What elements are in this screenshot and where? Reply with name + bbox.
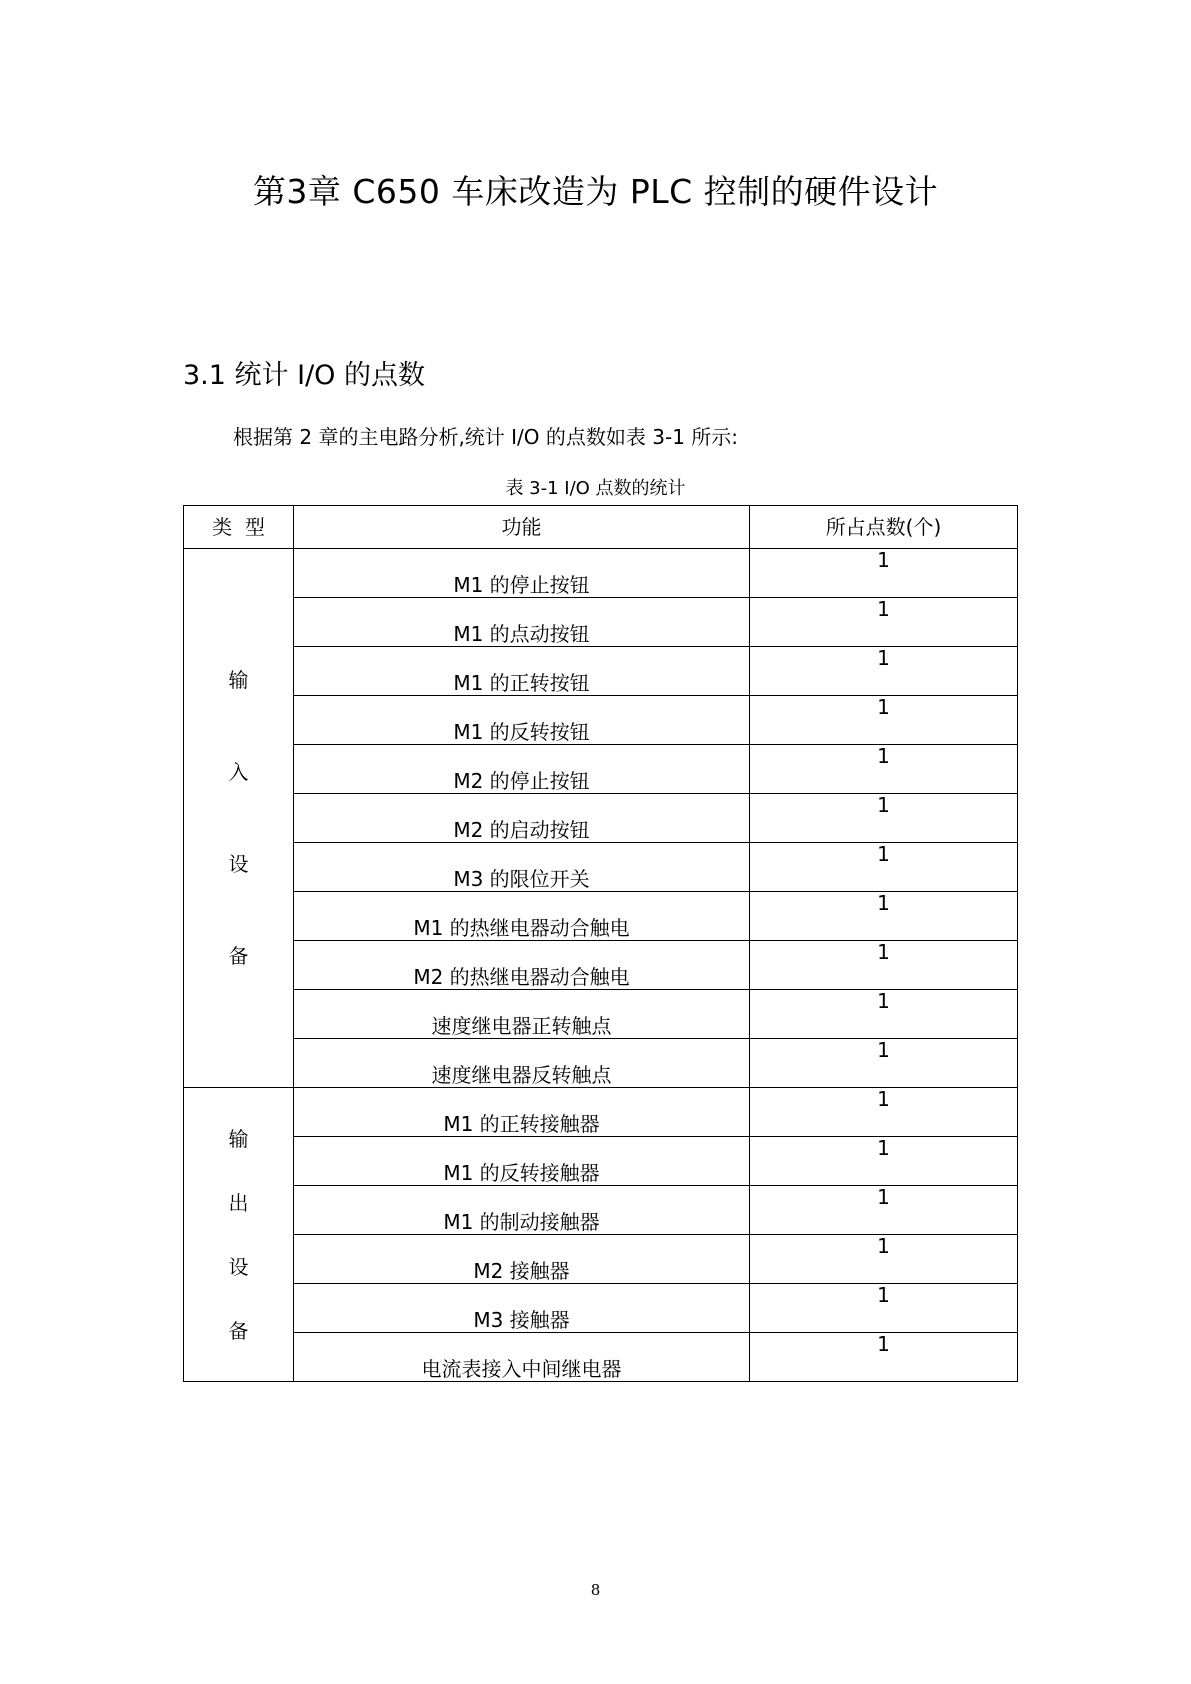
section-heading: 3.1 统计 I/O 的点数 bbox=[183, 360, 425, 391]
function-cell: 速度继电器反转触点 bbox=[294, 1039, 750, 1088]
count-cell: 1 bbox=[750, 794, 1018, 843]
category-label-char: 设 bbox=[228, 852, 249, 876]
table-row bbox=[184, 1088, 1018, 1137]
function-cell: 电流表接入中间继电器 bbox=[294, 1333, 750, 1382]
table-row bbox=[184, 647, 1018, 696]
count-cell: 1 bbox=[750, 990, 1018, 1039]
count-cell: 1 bbox=[750, 598, 1018, 647]
intro-paragraph: 根据第 2 章的主电路分析,统计 I/O 的点数如表 3-1 所示: bbox=[233, 425, 739, 449]
function-cell: M1 的反转按钮 bbox=[294, 696, 750, 745]
function-cell: M1 的制动接触器 bbox=[294, 1186, 750, 1235]
function-cell: M1 的热继电器动合触电 bbox=[294, 892, 750, 941]
table-row bbox=[184, 1186, 1018, 1235]
function-cell: M1 的点动按钮 bbox=[294, 598, 750, 647]
table-row bbox=[184, 1235, 1018, 1284]
count-cell: 1 bbox=[750, 1333, 1018, 1382]
table-row bbox=[184, 990, 1018, 1039]
count-cell: 1 bbox=[750, 647, 1018, 696]
chapter-title: 第3章 C650 车床改造为 PLC 控制的硬件设计 bbox=[252, 172, 939, 211]
table-row bbox=[184, 549, 1018, 598]
table-row bbox=[184, 843, 1018, 892]
category-label-char: 备 bbox=[228, 1318, 249, 1343]
count-cell: 1 bbox=[750, 941, 1018, 990]
function-cell: M1 的正转按钮 bbox=[294, 647, 750, 696]
function-cell: M3 接触器 bbox=[294, 1284, 750, 1333]
table-row bbox=[184, 1333, 1018, 1382]
category-label bbox=[184, 1127, 293, 1343]
header-count: 所占点数(个) bbox=[750, 506, 1018, 549]
table-row bbox=[184, 696, 1018, 745]
function-cell: M2 的热继电器动合触电 bbox=[294, 941, 750, 990]
category-label bbox=[184, 668, 293, 968]
category-cell-output-devices bbox=[184, 1088, 294, 1382]
page-number: 8 bbox=[590, 1581, 601, 1599]
table-caption: 表 3-1 I/O 点数的统计 bbox=[505, 478, 686, 499]
count-cell: 1 bbox=[750, 892, 1018, 941]
table-body bbox=[184, 549, 1018, 1382]
count-cell: 1 bbox=[750, 696, 1018, 745]
table-row bbox=[184, 1284, 1018, 1333]
function-cell: M1 的停止按钮 bbox=[294, 549, 750, 598]
header-function: 功能 bbox=[294, 506, 750, 549]
category-label-char: 出 bbox=[228, 1190, 249, 1215]
table-row bbox=[184, 1039, 1018, 1088]
count-cell: 1 bbox=[750, 1088, 1018, 1137]
category-label-char: 输 bbox=[228, 668, 249, 692]
function-cell: M2 的启动按钮 bbox=[294, 794, 750, 843]
category-label-char: 入 bbox=[228, 760, 249, 784]
table-row bbox=[184, 745, 1018, 794]
table-row bbox=[184, 598, 1018, 647]
count-cell: 1 bbox=[750, 843, 1018, 892]
function-cell: M3 的限位开关 bbox=[294, 843, 750, 892]
function-cell: M1 的反转接触器 bbox=[294, 1137, 750, 1186]
count-cell: 1 bbox=[750, 745, 1018, 794]
count-cell: 1 bbox=[750, 1186, 1018, 1235]
io-point-table bbox=[183, 505, 1018, 1382]
table-row bbox=[184, 1137, 1018, 1186]
count-cell: 1 bbox=[750, 1284, 1018, 1333]
function-cell: M1 的正转接触器 bbox=[294, 1088, 750, 1137]
count-cell: 1 bbox=[750, 1137, 1018, 1186]
category-label-char: 备 bbox=[228, 944, 249, 968]
header-type: 类 型 bbox=[184, 506, 294, 549]
function-cell: M2 接触器 bbox=[294, 1235, 750, 1284]
count-cell: 1 bbox=[750, 549, 1018, 598]
count-cell: 1 bbox=[750, 1039, 1018, 1088]
category-label-char: 输 bbox=[228, 1126, 249, 1151]
function-cell: M2 的停止按钮 bbox=[294, 745, 750, 794]
function-cell: 速度继电器正转触点 bbox=[294, 990, 750, 1039]
count-cell: 1 bbox=[750, 1235, 1018, 1284]
category-cell-input-devices bbox=[184, 549, 294, 1088]
table-header-row bbox=[184, 506, 1018, 549]
table-row bbox=[184, 892, 1018, 941]
table-row bbox=[184, 794, 1018, 843]
table-row bbox=[184, 941, 1018, 990]
category-label-char: 设 bbox=[228, 1254, 249, 1279]
